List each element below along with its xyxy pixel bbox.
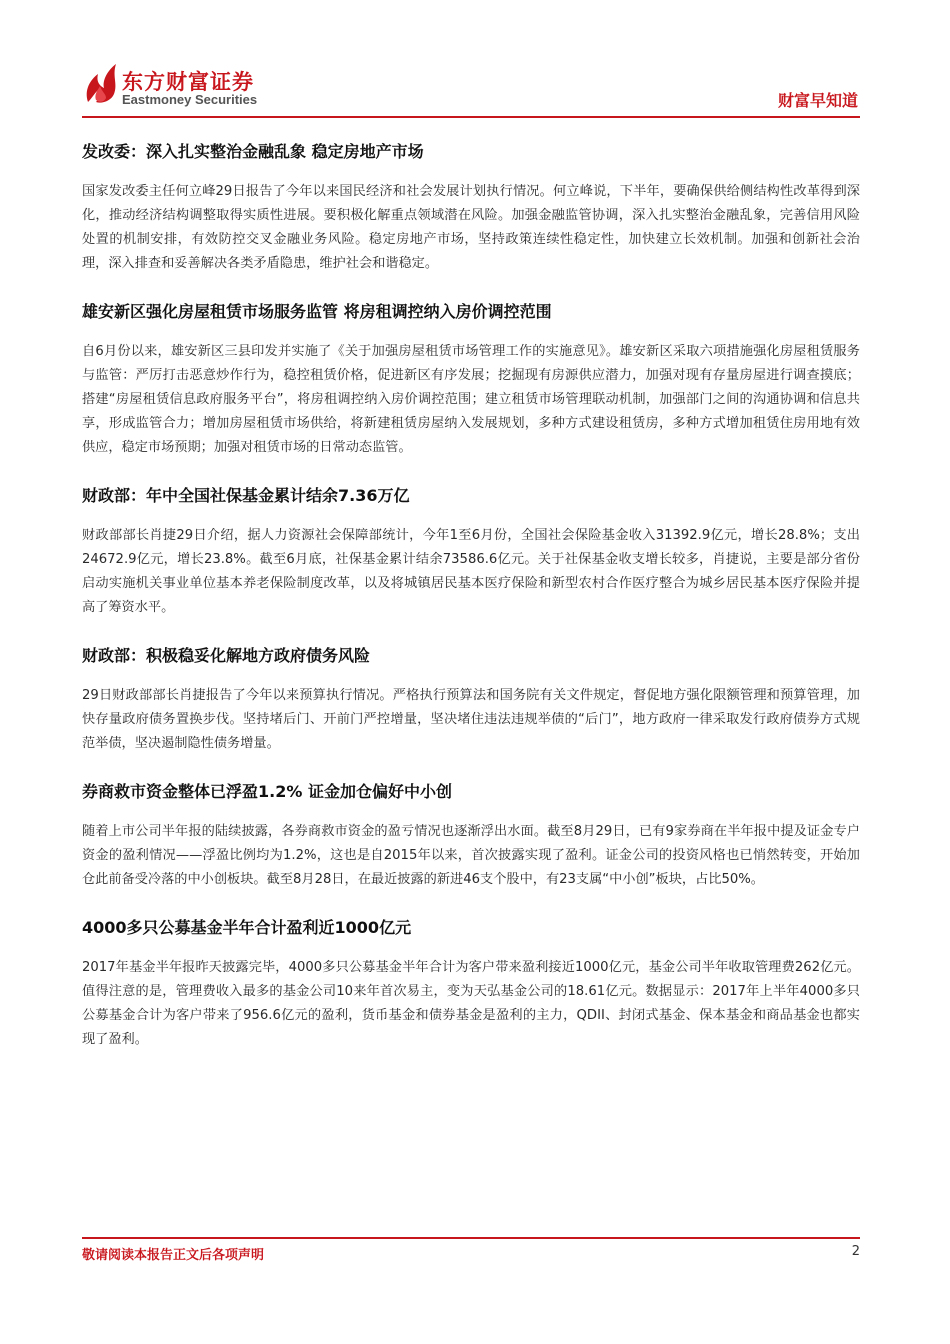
page-header [0, 0, 950, 120]
news-title: 券商救市资金整体已浮盈1.2% 证金加仓偏好中小创 [82, 782, 452, 801]
news-item [82, 780, 860, 892]
news-item [82, 300, 860, 460]
news-body: 29日财政部部长肖捷报告了今年以来预算执行情况。严格执行预算法和国务院有关文件规定，督促地方强化限额管理和预算管理，加快存量政府债务置换步伐。坚持堵后门、开前门严控增量，坚决堵住违法违规举债的“后门”，地方政府一律采取发行政府债券方式规范举债，坚决遏制隐性债务增量。 [82, 688, 860, 751]
logo-english-name: Eastmoney Securities [122, 92, 258, 107]
news-title: 雄安新区强化房屋租赁市场服务监管 将房租调控纳入房价调控范围 [82, 302, 552, 321]
news-body: 随着上市公司半年报的陆续披露，各券商救市资金的盈亏情况也逐渐浮出水面。截至8月29日，已有9家券商在半年报中提及证金专户资金的盈利情况——浮盈比例均为1.2%，这也是自2015年以来，首次披露实现了盈利。证金公司的投资风格也已悄然转变，开始加仓此前备受冷落的中小创板块。截至8月28日，在最近披露的新进46支个股中，有23支属“中小创”板块，占比50%。 [82, 824, 860, 887]
news-title: 4000多只公募基金半年合计盈利近1000亿元 [82, 918, 412, 937]
news-body: 国家发改委主任何立峰29日报告了今年以来国民经济和社会发展计划执行情况。何立峰说，下半年，要确保供给侧结构性改革得到深化，推动经济结构调整取得实质性进展。要积极化解重点领域潜在风险。加强金融监管协调，深入扎实整治金融乱象，完善信用风险处置的机制安排，有效防控交叉金融业务风险。稳定房地产市场，坚持政策连续性稳定性，加快建立长效机制。加强和创新社会治理，深入排查和妥善解决各类矛盾隐患，维护社会和谐稳定。 [82, 184, 860, 271]
news-title: 发改委：深入扎实整治金融乱象 稳定房地产市场 [82, 142, 424, 161]
news-item [82, 916, 860, 1052]
disclaimer-notice: 敬请阅读本报告正文后各项声明 [82, 1248, 265, 1263]
article-list [82, 130, 860, 1076]
news-item [82, 644, 860, 756]
brand-logo [82, 62, 282, 112]
news-title: 财政部：积极稳妥化解地方政府债务风险 [82, 646, 371, 665]
page-number: 2 [851, 1244, 860, 1259]
news-body: 自6月份以来，雄安新区三县印发并实施了《关于加强房屋租赁市场管理工作的实施意见》。雄安新区采取六项措施强化房屋租赁服务与监管：严厉打击恶意炒作行为，稳控租赁价格，促进新区有序发展；挖掘现有房源供应潜力，加强对现有存量房屋进行调查摸底；搭建“房屋租赁信息政府服务平台”，将房租调控纳入房价调控范围；建立租赁市场管理联动机制，加强部门之间的沟通协调和信息共享，形成监管合力；增加房屋租赁市场供给，将新建租赁房屋纳入发展规划，多种方式建设租赁房，多种方式增加租赁住房用地有效供应，稳定市场预期；加强对租赁市场的日常动态监管。 [82, 344, 860, 455]
news-title: 财政部：年中全国社保基金累计结余7.36万亿 [82, 486, 410, 505]
news-item [82, 140, 860, 276]
report-series-tag: 财富早知道 [777, 91, 858, 110]
logo-chinese-name: 东方财富证券 [122, 70, 254, 94]
footer-divider [82, 1237, 860, 1239]
news-body: 2017年基金半年报昨天披露完毕，4000多只公募基金半年合计为客户带来盈利接近1000亿元，基金公司半年收取管理费262亿元。值得注意的是，管理费收入最多的基金公司10来年首次易主，变为天弘基金公司的18.61亿元。数据显示：2017年上半年4000多只公募基金合计为客户带来了956.6亿元的盈利，货币基金和债券基金是盈利的主力，QDII、封闭式基金、保本基金和商品基金也都实现了盈利。 [82, 960, 860, 1047]
header-divider [82, 116, 860, 118]
news-body: 财政部部长肖捷29日介绍，据人力资源社会保障部统计，今年1至6月份，全国社会保险基金收入31392.9亿元，增长28.8%；支出24672.9亿元，增长23.8%。截至6月底，社保基金累计结余73586.6亿元。关于社保基金收支增长较多，肖捷说，主要是部分省份启动实施机关事业单位基本养老保险制度改革，以及将城镇居民基本医疗保险和新型农村合作医疗整合为城乡居民基本医疗保险并提高了筹资水平。 [82, 528, 860, 615]
flame-logo-icon [82, 62, 120, 106]
news-item [82, 484, 860, 620]
